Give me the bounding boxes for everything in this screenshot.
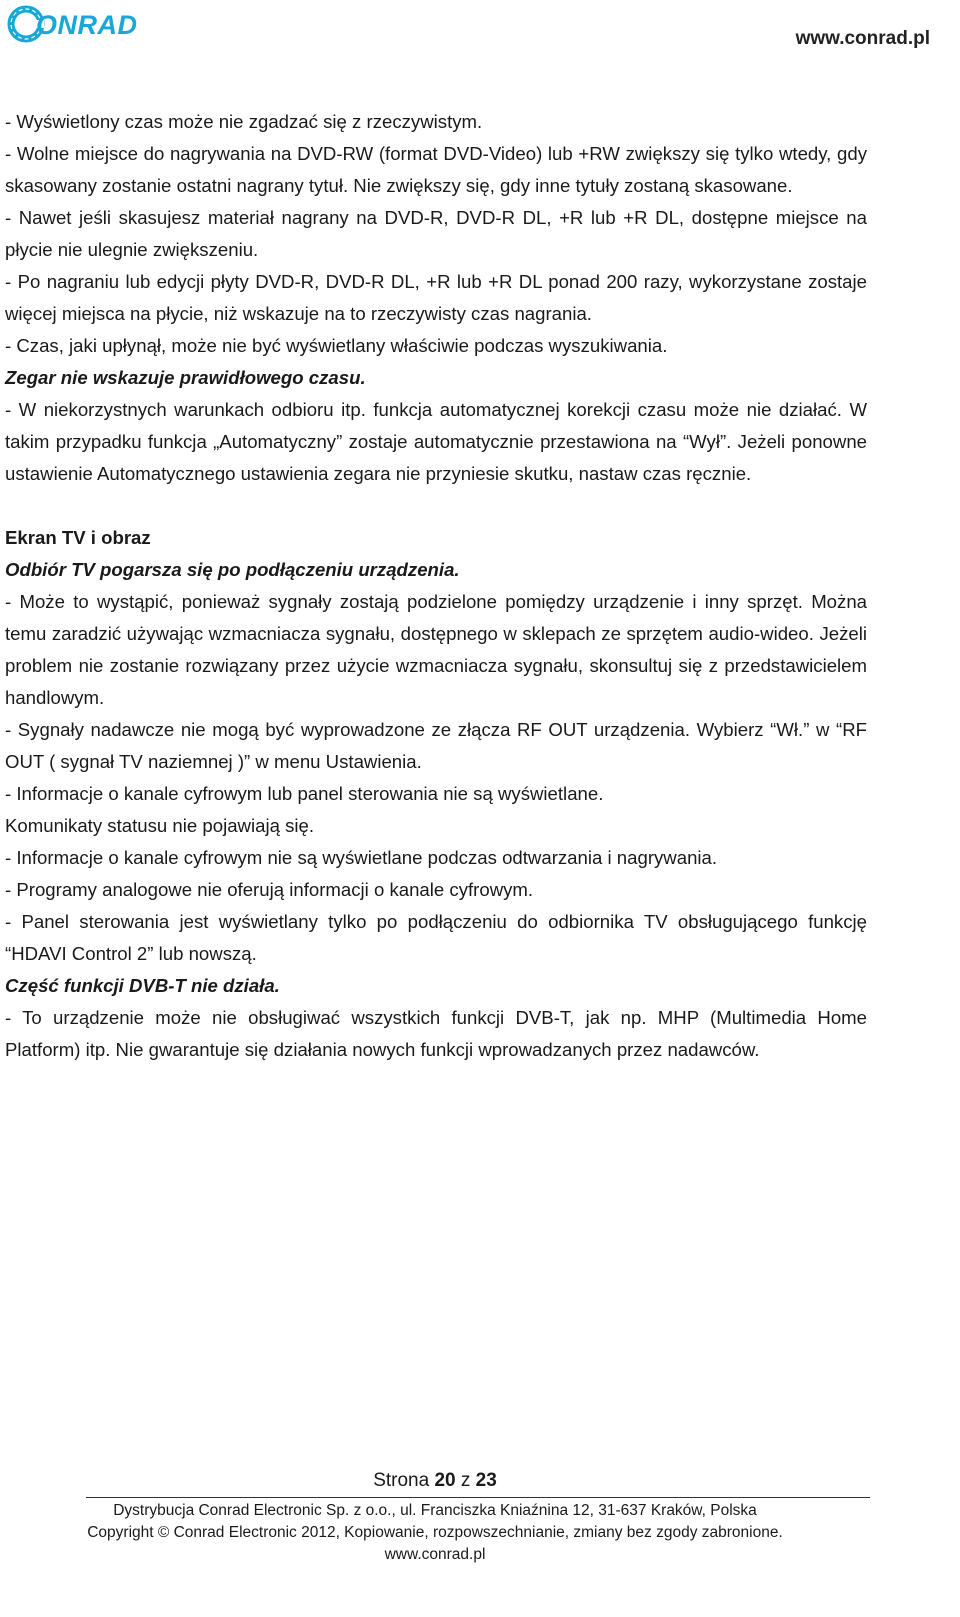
paragraph: - Programy analogowe nie oferują informacji o kanale cyfrowym. <box>5 879 534 900</box>
footer-divider <box>86 1497 870 1498</box>
paragraph: - W niekorzystnych warunkach odbioru itp. funkcja automatycznej korekcji czasu może nie działać. W takim przypadku funkcja „Automatyczny” zostaje automatycznie przestawiona na “Wył”. Jeżeli ponowne ustawienie Automatycznego ustawienia zegara nie przyniesie skutku, nastaw czas ręcznie. <box>5 399 867 484</box>
header-url[interactable]: www.conrad.pl <box>795 28 930 49</box>
page-footer <box>0 1466 960 1617</box>
footer-copyright: Copyright © Conrad Electronic 2012, Kopiowanie, rozpowszechnianie, zmiany bez zgody zabronione. <box>87 1524 783 1541</box>
page-current: 20 <box>434 1470 456 1491</box>
footer-url[interactable]: www.conrad.pl <box>384 1546 486 1563</box>
paragraph: - Sygnały nadawcze nie mogą być wyprowadzone ze złącza RF OUT urządzenia. Wybierz “Wł.” w “RF OUT ( sygnał TV naziemnej )” w menu Ustawienia. <box>5 719 867 772</box>
paragraph: - Informacje o kanale cyfrowym nie są wyświetlane podczas odtwarzania i nagrywania. <box>5 847 718 868</box>
document-body <box>5 106 867 1066</box>
spacer <box>5 490 867 522</box>
paragraph: - Nawet jeśli skasujesz materiał nagrany na DVD-R, DVD-R DL, +R lub +R DL, dostępne miejsce na płycie nie ulegnie zwiększeniu. <box>5 207 867 260</box>
problem-heading: Część funkcji DVB-T nie działa. <box>5 975 280 996</box>
paragraph: - Panel sterowania jest wyświetlany tylko po podłączeniu do odbiornika TV obsługującego funkcję “HDAVI Control 2” lub nowszą. <box>5 911 867 964</box>
paragraph: - Czas, jaki upłynął, może nie być wyświetlany właściwie podczas wyszukiwania. <box>5 335 668 356</box>
problem-heading: Odbiór TV pogarsza się po podłączeniu urządzenia. <box>5 559 460 580</box>
paragraph: - Wyświetlony czas może nie zgadzać się z rzeczywistym. <box>5 111 483 132</box>
page-number <box>0 1470 870 1492</box>
conrad-logo <box>6 2 166 46</box>
section-title: Ekran TV i obraz <box>5 527 151 548</box>
paragraph: - Wolne miejsce do nagrywania na DVD-RW (format DVD-Video) lub +RW zwiększy się tylko wtedy, gdy skasowany zostanie ostatni nagrany tytuł. Nie zwiększy się, gdy inne tytuły zostaną skasowane. <box>5 143 867 196</box>
paragraph: - Po nagraniu lub edycji płyty DVD-R, DVD-R DL, +R lub +R DL ponad 200 razy, wykorzystane zostaje więcej miejsca na płycie, niż wskazuje na to rzeczywisty czas nagrania. <box>5 271 867 324</box>
paragraph: - Informacje o kanale cyfrowym lub panel sterowania nie są wyświetlane. <box>5 783 604 804</box>
page-of: z <box>460 1470 471 1491</box>
page-header <box>0 0 960 60</box>
footer-distributor: Dystrybucja Conrad Electronic Sp. z o.o., ul. Franciszka Kniaźnina 12, 31-637 Kraków, Polska <box>113 1502 757 1519</box>
page-total: 23 <box>475 1470 497 1491</box>
paragraph: - Może to wystąpić, ponieważ sygnały zostają podzielone pomiędzy urządzenie i inny sprzęt. Można temu zaradzić używając wzmacniacza sygnału, dostępnego w sklepach ze sprzętem audio-wideo. Jeżeli problem nie zostanie rozwiązany przez użycie wzmacniacza sygnału, skonsultuj się z przedstawicielem handlowym. <box>5 591 867 708</box>
svg-text:ONRAD: ONRAD <box>36 10 138 40</box>
problem-heading: Zegar nie wskazuje prawidłowego czasu. <box>5 367 366 388</box>
paragraph: - To urządzenie może nie obsługiwać wszystkich funkcji DVB-T, jak np. MHP (Multimedia Home Platform) itp. Nie gwarantuje się działania nowych funkcji wprowadzanych przez nadawców. <box>5 1007 867 1060</box>
paragraph: Komunikaty statusu nie pojawiają się. <box>5 815 315 836</box>
page-label: Strona <box>373 1470 430 1491</box>
